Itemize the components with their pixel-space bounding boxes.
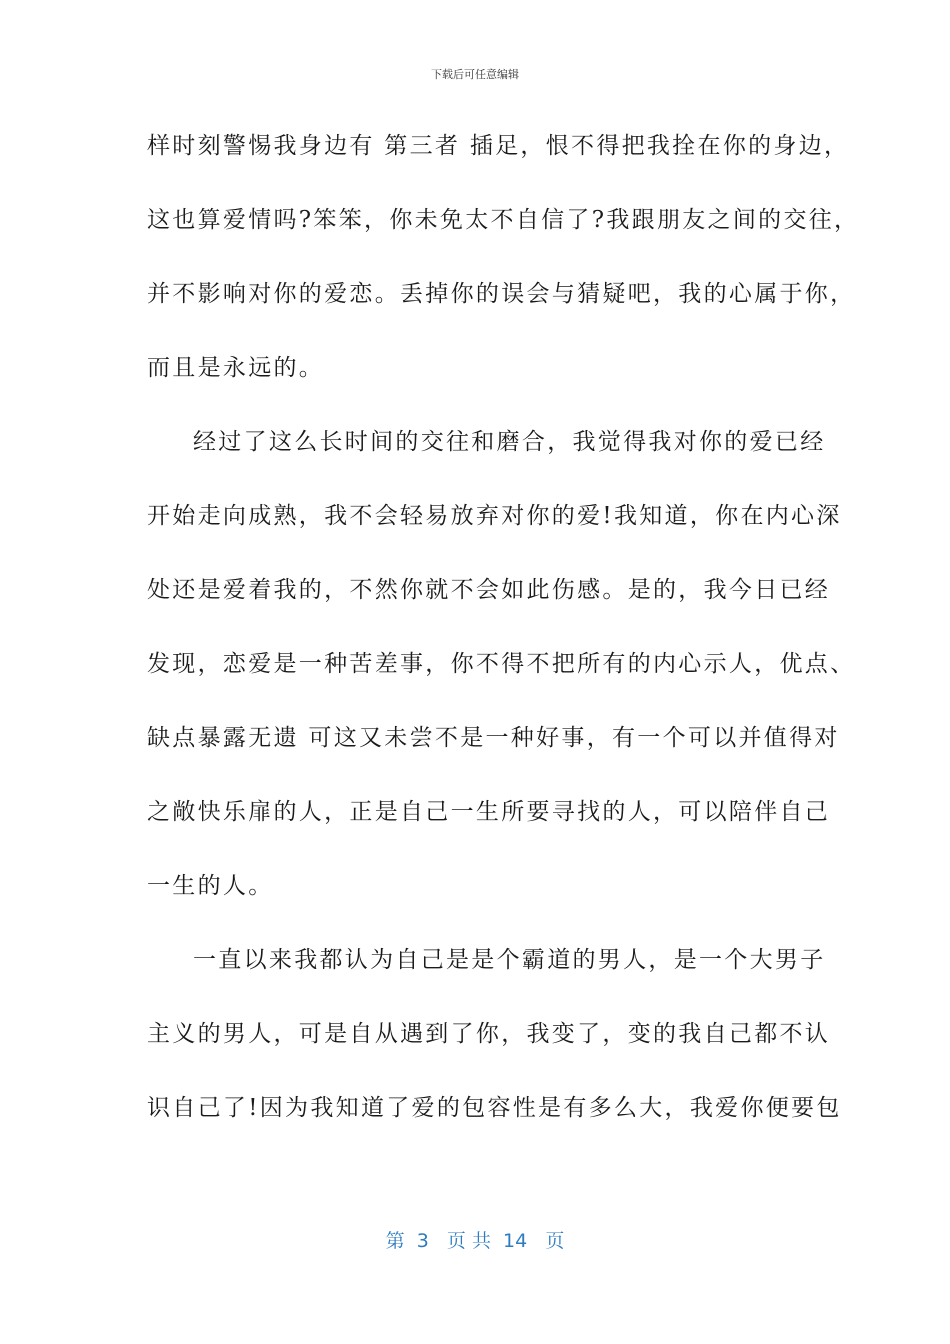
text-line: 发现，恋爱是一种苦差事，你不得不把所有的内心示人，优点、 — [147, 651, 856, 677]
document-body — [147, 126, 860, 1162]
text-line: 开始走向成熟，我不会轻易放弃对你的爱!我知道，你在内心深 — [147, 503, 842, 529]
text-line: 这也算爱情吗?笨笨，你未免太不自信了?我跟朋友之间的交往， — [147, 207, 860, 233]
text-line: 识自己了!因为我知道了爱的包容性是有多么大，我爱你便要包 — [147, 1095, 842, 1121]
page-footer: 第 3 页 共 14 页 — [385, 1230, 565, 1252]
text-line: 缺点暴露无遗 可这又未尝不是一种好事，有一个可以并值得对 — [147, 725, 840, 751]
text-line: 一生的人。 — [147, 873, 274, 899]
text-line: 样时刻警惕我身边有 第三者 插足，恨不得把我拴在你的身边， — [147, 133, 850, 159]
text-line: 处还是爱着我的，不然你就不会如此伤感。是的，我今日已经 — [147, 577, 831, 603]
text-line: 主义的男人，可是自从遇到了你，我变了，变的我自己都不认 — [147, 1021, 831, 1047]
text-line: 一直以来我都认为自己是是个霸道的男人，是一个大男子 — [193, 947, 826, 973]
text-line: 而且是永远的。 — [147, 355, 325, 381]
text-line: 经过了这么长时间的交往和磨合，我觉得我对你的爱已经 — [193, 429, 826, 455]
text-line: 之敞快乐扉的人，正是自己一生所要寻找的人，可以陪伴自己 — [147, 799, 831, 825]
text-line: 并不影响对你的爱恋。丢掉你的误会与猜疑吧，我的心属于你， — [147, 281, 856, 307]
page-header: 下载后可任意编辑 — [431, 68, 519, 81]
